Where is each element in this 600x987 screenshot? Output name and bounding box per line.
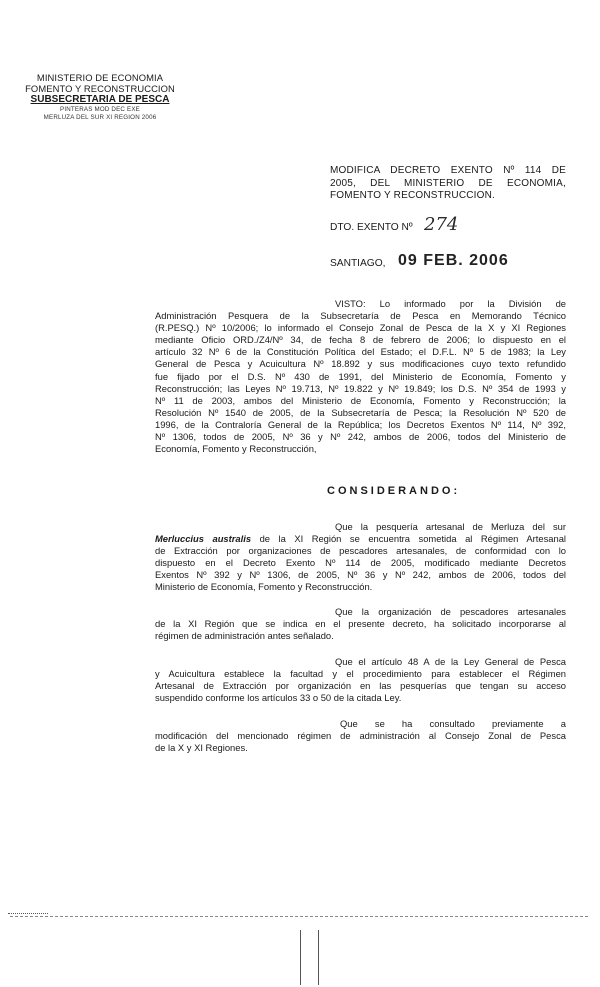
paragraph-line: modificación del mencionado régimen de administración al Consejo Zonal de Pesca bbox=[155, 730, 566, 742]
file-ref-line-1: PINTERAS MOD DEC EXE bbox=[60, 106, 140, 113]
paragraph-line: Que la organización de pescadores artesanales bbox=[335, 606, 566, 617]
considerando-paragraph-1 bbox=[155, 521, 566, 594]
paragraph-line: 1996, de la Contraloría General de la República; los Decretos Exentos Nº 114, Nº 392, bbox=[155, 418, 566, 430]
paragraph-line: Nº 1306, todos de 2005, Nº 36 y Nº 242, ambos de 2006, todos del Ministerio de bbox=[155, 431, 566, 443]
ministry-header bbox=[20, 72, 180, 122]
decree-number-label: DTO. EXENTO Nº bbox=[330, 222, 413, 233]
paragraph-line bbox=[155, 533, 566, 545]
paragraph-line: Reconstrucción; las Leyes Nº 19.713, Nº 19.822 y Nº 19.849; los D.S. Nº 354 de 1993 y bbox=[155, 382, 566, 394]
paragraph-line: Que la pesquería artesanal de Merluza del sur bbox=[335, 521, 566, 532]
paragraph-line: dispuesto en el Decreto Exento Nº 114 de 2005, modificado mediante Decretos bbox=[155, 557, 566, 569]
ministry-subname: FOMENTO Y RECONSTRUCCION bbox=[25, 83, 175, 94]
decree-date-stamp: 09 FEB. 2006 bbox=[398, 252, 509, 269]
considerando-paragraph-3 bbox=[155, 656, 566, 704]
subject-line: 2005, DEL MINISTERIO DE ECONOMIA, bbox=[330, 177, 566, 189]
visto-paragraph bbox=[155, 298, 566, 455]
paragraph-line: y Acuicultura establece la facultad y el procedimiento para establecer el Régimen bbox=[155, 668, 566, 680]
paragraph-line: mediante Oficio ORD./Z4/Nº 34, de fecha 8 de febrero de 2006; lo dispuesto en el bbox=[155, 334, 566, 346]
file-ref-line-2: MERLUZA DEL SUR XI REGION 2006 bbox=[43, 114, 157, 121]
footer-scan-mark bbox=[8, 913, 48, 914]
paragraph-line: régimen de administración antes señalado. bbox=[155, 630, 334, 642]
subject-line: FOMENTO Y RECONSTRUCCION. bbox=[330, 190, 496, 202]
date-block bbox=[330, 252, 509, 269]
paragraph-line: de Extracción por organizaciones de pescadores artesanales, de conformidad con lo bbox=[155, 545, 566, 557]
paragraph-line-text: de la XI Región se encuentra sometida al Régimen Artesanal bbox=[259, 533, 566, 545]
place-label: SANTIAGO, bbox=[330, 258, 386, 269]
species-name: Merluccius australis bbox=[155, 533, 252, 545]
subject-line: MODIFICA DECRETO EXENTO Nº 114 DE bbox=[330, 165, 566, 176]
scan-artifact-line bbox=[300, 930, 301, 985]
paragraph-line: VISTO: Lo informado por la División de bbox=[335, 298, 566, 309]
decree-number-block bbox=[330, 214, 459, 235]
paragraph-line: Ministerio de Economía, Fomento y Reconstrucción. bbox=[155, 581, 373, 593]
paragraph-line: Que el artículo 48 A de la Ley General de Pesca bbox=[335, 656, 566, 667]
paragraph-line: Economía, Fomento y Reconstrucción, bbox=[155, 443, 317, 455]
decree-number: 274 bbox=[424, 214, 459, 235]
paragraph-line: suspendido conforme los artículos 33 o 50 de la citada Ley. bbox=[155, 692, 402, 704]
paragraph-line: Exentos Nº 392 y Nº 1306, de 2005, Nº 36 y Nº 242, ambos de 2006, todos del bbox=[155, 569, 566, 581]
paragraph-line: fue fijado por el D.S. Nº 430 de 1991, del Ministerio de Economía, Fomento y bbox=[155, 370, 566, 382]
paragraph-line: Administración Pesquera de la Subsecretaría de Pesca en Memorando Técnico bbox=[155, 310, 566, 322]
scan-artifact-line bbox=[318, 930, 319, 985]
paragraph-line: artículo 32 Nº 6 de la Constitución Política del Estado; el D.F.L. Nº 5 de 1983; la Ley bbox=[155, 346, 566, 358]
paragraph-line: Artesanal de Extracción por organización en las pesquerías que tengan su acceso bbox=[155, 680, 566, 692]
paragraph-line: Resolución Nº 1540 de 2005, de la Subsecretaría de Pesca; la Resolución Nº 520 de bbox=[155, 406, 566, 418]
considerando-heading: CONSIDERANDO: bbox=[327, 485, 461, 497]
footer-scan-line bbox=[10, 916, 588, 917]
decree-subject bbox=[330, 165, 566, 203]
paragraph-line: Que se ha consultado previamente a bbox=[340, 718, 566, 729]
paragraph-line: Nº 11 de 2003, ambos del Ministerio de Economía, Fomento y Reconstrucción; la bbox=[155, 394, 566, 406]
paragraph-line: de la X y XI Regiones. bbox=[155, 742, 248, 754]
considerando-paragraph-4 bbox=[155, 718, 566, 754]
subsecretaria-name: SUBSECRETARIA DE PESCA bbox=[30, 94, 170, 105]
paragraph-line: (R.PESQ.) Nº 10/2006; lo informado el Consejo Zonal de Pesca de la X y XI Regiones bbox=[155, 322, 566, 334]
considerando-paragraph-2 bbox=[155, 606, 566, 642]
paragraph-line: General de Pesca y Acuicultura Nº 18.892 y sus modificaciones cuyo texto refundido bbox=[155, 358, 566, 370]
ministry-name: MINISTERIO DE ECONOMIA bbox=[36, 72, 164, 83]
paragraph-line: de la XI Región que se indica en el presente decreto, ha solicitado incorporarse al bbox=[155, 618, 566, 630]
